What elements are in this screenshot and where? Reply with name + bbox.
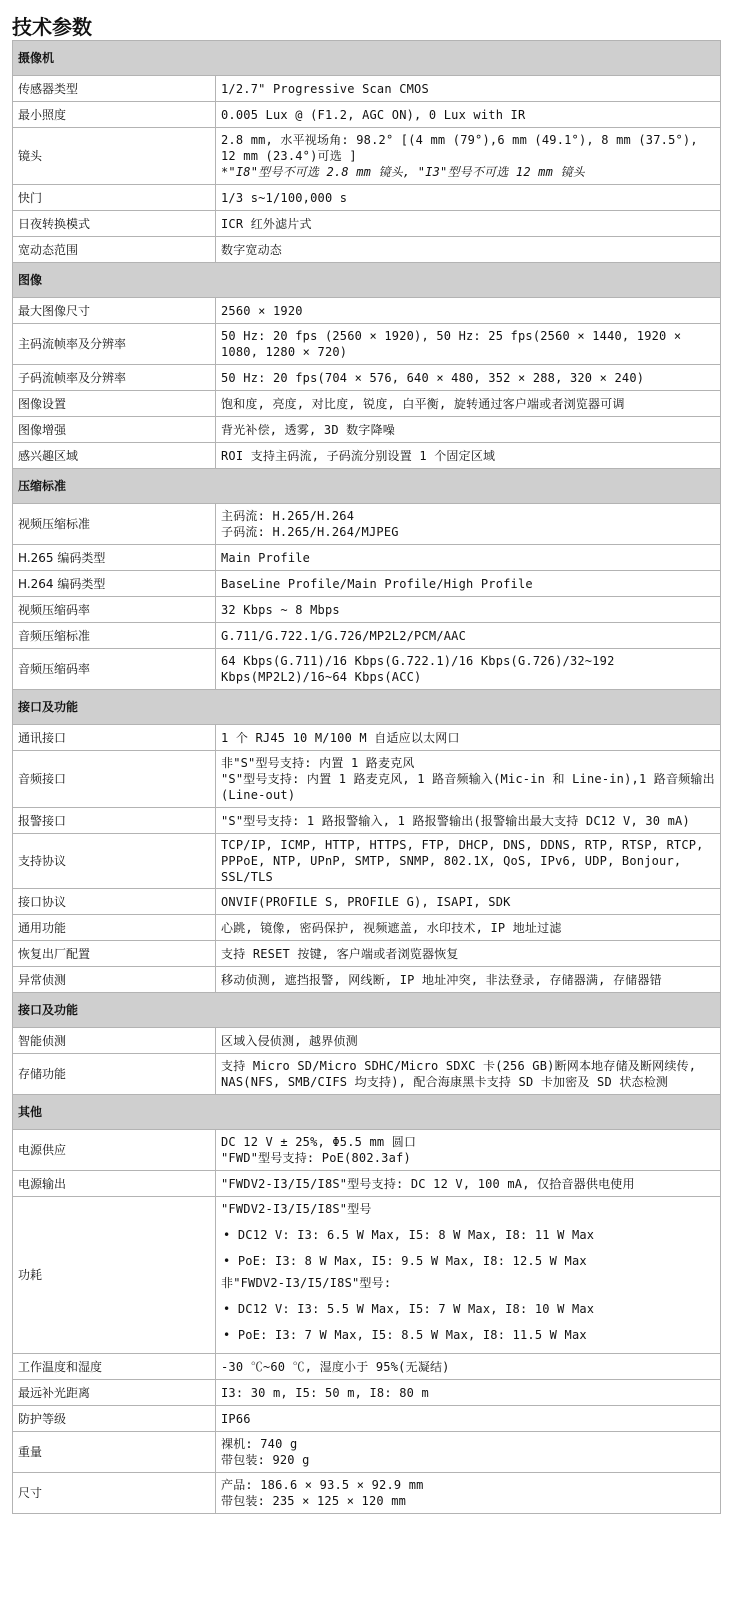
row-value: Main Profile <box>221 550 311 565</box>
row-value: "FWD"型号支持: PoE(802.3af) <box>221 1151 411 1165</box>
row-value: 移动侦测, 遮挡报警, 网线断, IP 地址冲突, 非法登录, 存储器满, 存储器错 <box>221 972 662 987</box>
row-label: 电源输出 <box>13 1171 216 1197</box>
row-label: 主码流帧率及分辨率 <box>13 324 216 365</box>
row-value: 子码流: H.265/H.264/MJPEG <box>221 525 399 539</box>
row-label: 通用功能 <box>13 915 216 941</box>
table-row <box>13 211 721 237</box>
row-label: 支持协议 <box>13 834 216 889</box>
table-row <box>13 443 721 469</box>
row-value: 64 Kbps(G.711)/16 Kbps(G.722.1)/16 Kbps(G.726)/32~192 Kbps(MP2L2)/16~64 Kbps(ACC) <box>221 654 622 684</box>
table-row <box>13 1473 721 1514</box>
row-value: 2560 × 1920 <box>221 303 303 318</box>
table-row <box>13 725 721 751</box>
row-label: 传感器类型 <box>13 76 216 102</box>
row-label: 感兴趣区域 <box>13 443 216 469</box>
row-label: 通讯接口 <box>13 725 216 751</box>
page-title: 技术参数 <box>12 15 92 39</box>
row-value: 带包装: 920 g <box>221 1453 310 1467</box>
row-value: 非"S"型号支持: 内置 1 路麦克风 <box>221 756 415 770</box>
spec-table <box>12 40 721 1514</box>
table-row <box>13 1028 721 1054</box>
row-label: 镜头 <box>13 128 216 185</box>
row-value: 1 个 RJ45 10 M/100 M 自适应以太网口 <box>221 730 460 745</box>
row-note: *"I8"型号不可选 2.8 mm 镜头, "I3"型号不可选 12 mm 镜头 <box>221 165 585 179</box>
table-row <box>13 889 721 915</box>
row-label: 尺寸 <box>13 1473 216 1514</box>
power-group-title: 非"FWDV2-I3/I5/I8S"型号: <box>221 1276 392 1290</box>
row-value: "S"型号支持: 1 路报警输入, 1 路报警输出(报警输出最大支持 DC12 V, 30 mA) <box>221 813 690 828</box>
table-row <box>13 1406 721 1432</box>
table-row <box>13 1054 721 1095</box>
table-row <box>13 545 721 571</box>
row-value: 32 Kbps ~ 8 Mbps <box>221 602 340 617</box>
table-row <box>13 834 721 889</box>
row-label: 报警接口 <box>13 808 216 834</box>
row-value: 产品: 186.6 × 93.5 × 92.9 mm <box>221 1478 424 1492</box>
table-row <box>13 76 721 102</box>
row-value: ICR 红外滤片式 <box>221 216 312 231</box>
table-row <box>13 915 721 941</box>
table-row <box>13 597 721 623</box>
row-label: 图像设置 <box>13 391 216 417</box>
table-row <box>13 324 721 365</box>
row-value: 2.8 mm, 水平视场角: 98.2° [(4 mm (79°),6 mm (49.1°), 8 mm (37.5°), 12 mm (23.4°)可选 ] <box>221 133 706 163</box>
row-label: 存储功能 <box>13 1054 216 1095</box>
row-value: I3: 30 m, I5: 50 m, I8: 80 m <box>221 1385 429 1400</box>
row-label: 日夜转换模式 <box>13 211 216 237</box>
row-label: 最小照度 <box>13 102 216 128</box>
row-label: H.264 编码类型 <box>13 571 216 597</box>
row-label: 防护等级 <box>13 1406 216 1432</box>
table-row <box>13 185 721 211</box>
row-value: 1/3 s~1/100,000 s <box>221 190 348 205</box>
row-value: 主码流: H.265/H.264 <box>221 509 355 523</box>
row-value: ROI 支持主码流, 子码流分别设置 1 个固定区域 <box>221 448 496 463</box>
row-value: 区域入侵侦测, 越界侦测 <box>221 1033 358 1048</box>
row-label: 视频压缩标准 <box>13 504 216 545</box>
row-label: 异常侦测 <box>13 967 216 993</box>
row-value: 0.005 Lux @ (F1.2, AGC ON), 0 Lux with IR <box>221 107 526 122</box>
table-row <box>13 391 721 417</box>
row-label: 功耗 <box>13 1197 216 1354</box>
row-label: 快门 <box>13 185 216 211</box>
row-value: 50 Hz: 20 fps(704 × 576, 640 × 480, 352 × 288, 320 × 240) <box>221 370 645 385</box>
row-value: 带包装: 235 × 125 × 120 mm <box>221 1494 407 1508</box>
row-label: 最远补光距离 <box>13 1380 216 1406</box>
row-value: 1/2.7" Progressive Scan CMOS <box>221 81 429 96</box>
row-value: 背光补偿, 透雾, 3D 数字降噪 <box>221 422 395 437</box>
row-label: 视频压缩码率 <box>13 597 216 623</box>
row-label: 宽动态范围 <box>13 237 216 263</box>
row-label: 电源供应 <box>13 1130 216 1171</box>
row-value: "FWDV2-I3/I5/I8S"型号支持: DC 12 V, 100 mA, 仅拾音器供电使用 <box>221 1176 635 1191</box>
power-bullet: • PoE: I3: 7 W Max, I5: 8.5 W Max, I8: 11.5 W Max <box>223 1328 587 1342</box>
table-row <box>13 1380 721 1406</box>
row-value: 饱和度, 亮度, 对比度, 锐度, 白平衡, 旋转通过客户端或者浏览器可调 <box>221 396 625 411</box>
table-row <box>13 967 721 993</box>
row-label: 图像增强 <box>13 417 216 443</box>
row-label: 音频压缩标准 <box>13 623 216 649</box>
row-value: 心跳, 镜像, 密码保护, 视频遮盖, 水印技术, IP 地址过滤 <box>221 920 562 935</box>
row-value: "S"型号支持: 内置 1 路麦克风, 1 路音频输入(Mic-in 和 Line-in),1 路音频输出(Line-out) <box>221 772 715 802</box>
table-row <box>13 504 721 545</box>
row-value: DC 12 V ± 25%, Φ5.5 mm 圆口 <box>221 1135 417 1149</box>
row-value: 支持 Micro SD/Micro SDHC/Micro SDXC 卡(256 GB)断网本地存储及断网续传, NAS(NFS, SMB/CIFS 均支持), 配合海康黑卡支持 SD 卡加密及 SD 状态检测 <box>221 1059 704 1089</box>
row-value: 数字宽动态 <box>221 242 283 257</box>
table-row <box>13 623 721 649</box>
row-label: 恢复出厂配置 <box>13 941 216 967</box>
table-row <box>13 365 721 391</box>
section-header-compression: 压缩标准 <box>13 469 721 504</box>
table-row <box>13 1171 721 1197</box>
row-label: 子码流帧率及分辨率 <box>13 365 216 391</box>
row-value: 裸机: 740 g <box>221 1437 298 1451</box>
row-value: ONVIF(PROFILE S, PROFILE G), ISAPI, SDK <box>221 894 511 909</box>
table-row <box>13 1130 721 1171</box>
table-row <box>13 808 721 834</box>
row-value: -30 ℃~60 ℃, 湿度小于 95%(无凝结) <box>221 1359 450 1374</box>
table-row <box>13 571 721 597</box>
section-header-interfaces: 接口及功能 <box>13 690 721 725</box>
section-header-other: 其他 <box>13 1095 721 1130</box>
power-bullet: • DC12 V: I3: 5.5 W Max, I5: 7 W Max, I8: 10 W Max <box>223 1302 595 1316</box>
table-row <box>13 649 721 690</box>
row-label: 音频接口 <box>13 751 216 808</box>
table-row <box>13 417 721 443</box>
table-row <box>13 298 721 324</box>
table-row <box>13 751 721 808</box>
row-value: 50 Hz: 20 fps (2560 × 1920), 50 Hz: 25 fps(2560 × 1440, 1920 × 1080, 1280 × 720) <box>221 329 689 359</box>
row-label: H.265 编码类型 <box>13 545 216 571</box>
row-value: G.711/G.722.1/G.726/MP2L2/PCM/AAC <box>221 628 467 643</box>
row-value: BaseLine Profile/Main Profile/High Profile <box>221 576 533 591</box>
row-label: 重量 <box>13 1432 216 1473</box>
table-row <box>13 102 721 128</box>
row-label: 智能侦测 <box>13 1028 216 1054</box>
power-group-title: "FWDV2-I3/I5/I8S"型号 <box>221 1202 372 1216</box>
table-row <box>13 128 721 185</box>
section-header-image: 图像 <box>13 263 721 298</box>
row-label: 接口协议 <box>13 889 216 915</box>
row-value: IP66 <box>221 1411 251 1426</box>
table-row <box>13 1432 721 1473</box>
table-row <box>13 1197 721 1354</box>
table-row <box>13 237 721 263</box>
section-header-camera: 摄像机 <box>13 41 721 76</box>
row-label: 最大图像尺寸 <box>13 298 216 324</box>
table-row <box>13 1354 721 1380</box>
row-value: TCP/IP, ICMP, HTTP, HTTPS, FTP, DHCP, DNS, DDNS, RTP, RTSP, RTCP, PPPoE, NTP, UPnP, SMTP, SNMP, 802.1X, QoS, IPv6, UDP, Bonjour, SSL/TLS <box>221 838 712 884</box>
power-bullet: • PoE: I3: 8 W Max, I5: 9.5 W Max, I8: 12.5 W Max <box>223 1254 587 1268</box>
row-label: 工作温度和湿度 <box>13 1354 216 1380</box>
power-bullet: • DC12 V: I3: 6.5 W Max, I5: 8 W Max, I8: 11 W Max <box>223 1228 595 1242</box>
row-label: 音频压缩码率 <box>13 649 216 690</box>
table-row <box>13 941 721 967</box>
row-value: 支持 RESET 按键, 客户端或者浏览器恢复 <box>221 946 459 961</box>
section-header-interfaces-2: 接口及功能 <box>13 993 721 1028</box>
